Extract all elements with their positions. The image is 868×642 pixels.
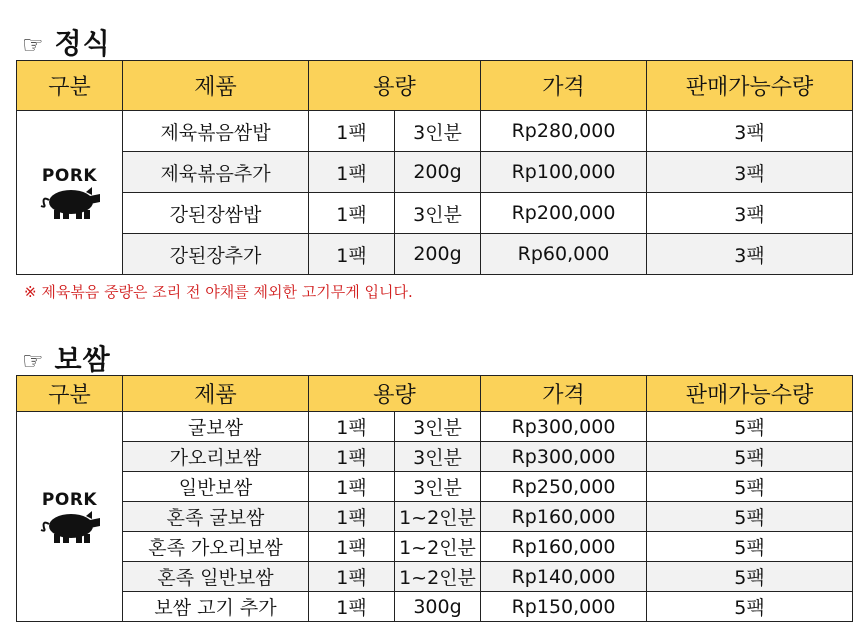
price-cell: Rp150,000 xyxy=(481,592,647,622)
price-cell: Rp300,000 xyxy=(481,412,647,442)
pointing-hand-icon: ☞ xyxy=(22,31,45,59)
product-cell: 혼족 가오리보쌈 xyxy=(123,532,309,562)
serving-cell: 3인분 xyxy=(395,111,481,152)
section-title-text: 정식 xyxy=(54,27,111,60)
quantity-cell: 3팩 xyxy=(647,234,853,275)
price-cell: Rp160,000 xyxy=(481,532,647,562)
serving-cell: 1~2인분 xyxy=(395,502,481,532)
price-cell: Rp100,000 xyxy=(481,152,647,193)
price-cell: Rp200,000 xyxy=(481,193,647,234)
pork-label: PORK xyxy=(41,489,98,510)
table-row xyxy=(17,111,853,152)
serving-cell: 3인분 xyxy=(395,412,481,442)
product-cell: 가오리보쌈 xyxy=(123,442,309,472)
header-category: 구분 xyxy=(17,61,123,111)
quantity-cell: 5팩 xyxy=(647,442,853,472)
product-cell: 혼족 굴보쌈 xyxy=(123,502,309,532)
table-header-row xyxy=(17,376,853,412)
menu-table-jeongsik xyxy=(16,60,853,275)
price-cell: Rp300,000 xyxy=(481,442,647,472)
header-category: 구분 xyxy=(17,376,123,412)
pack-cell: 1팩 xyxy=(309,562,395,592)
table-row xyxy=(17,442,853,472)
serving-cell: 3인분 xyxy=(395,472,481,502)
pack-cell: 1팩 xyxy=(309,412,395,442)
quantity-cell: 3팩 xyxy=(647,111,853,152)
section-title-bossam xyxy=(22,338,111,378)
header-product: 제품 xyxy=(123,61,309,111)
header-product: 제품 xyxy=(123,376,309,412)
quantity-cell: 5팩 xyxy=(647,412,853,442)
header-quantity: 판매가능수량 xyxy=(647,376,853,412)
header-capacity: 용량 xyxy=(309,376,481,412)
pack-cell: 1팩 xyxy=(309,472,395,502)
table-row xyxy=(17,532,853,562)
category-cell xyxy=(17,111,123,275)
header-capacity: 용량 xyxy=(309,61,481,111)
quantity-cell: 3팩 xyxy=(647,193,853,234)
price-cell: Rp140,000 xyxy=(481,562,647,592)
product-cell: 제육볶음추가 xyxy=(123,152,309,193)
quantity-cell: 5팩 xyxy=(647,592,853,622)
quantity-cell: 5팩 xyxy=(647,472,853,502)
table-row xyxy=(17,592,853,622)
quantity-cell: 3팩 xyxy=(647,152,853,193)
product-cell: 혼족 일반보쌈 xyxy=(123,562,309,592)
serving-cell: 3인분 xyxy=(395,442,481,472)
serving-cell: 3인분 xyxy=(395,193,481,234)
pork-label: PORK xyxy=(41,165,98,186)
header-quantity: 판매가능수량 xyxy=(647,61,853,111)
pack-cell: 1팩 xyxy=(309,193,395,234)
weight-note: ※ 제육볶음 중량은 조리 전 야채를 제외한 고기무게 입니다. xyxy=(24,283,413,301)
price-cell: Rp160,000 xyxy=(481,502,647,532)
table-row xyxy=(17,152,853,193)
menu-table-bossam xyxy=(16,375,853,622)
section-title-jeongsik xyxy=(22,22,111,62)
table-row xyxy=(17,234,853,275)
product-cell: 일반보쌈 xyxy=(123,472,309,502)
pig-icon xyxy=(38,186,102,220)
serving-cell: 1~2인분 xyxy=(395,562,481,592)
pack-cell: 1팩 xyxy=(309,234,395,275)
pack-cell: 1팩 xyxy=(309,502,395,532)
section-title-text: 보쌈 xyxy=(54,343,111,376)
quantity-cell: 5팩 xyxy=(647,532,853,562)
product-cell: 강된장추가 xyxy=(123,234,309,275)
pack-cell: 1팩 xyxy=(309,592,395,622)
product-cell: 보쌈 고기 추가 xyxy=(123,592,309,622)
price-cell: Rp280,000 xyxy=(481,111,647,152)
serving-cell: 200g xyxy=(395,234,481,275)
quantity-cell: 5팩 xyxy=(647,502,853,532)
table-row xyxy=(17,472,853,502)
serving-cell: 1~2인분 xyxy=(395,532,481,562)
table-header-row xyxy=(17,61,853,111)
product-cell: 강된장쌈밥 xyxy=(123,193,309,234)
price-cell: Rp60,000 xyxy=(481,234,647,275)
pointing-hand-icon: ☞ xyxy=(22,347,45,375)
category-cell xyxy=(17,412,123,622)
serving-cell: 300g xyxy=(395,592,481,622)
quantity-cell: 5팩 xyxy=(647,562,853,592)
header-price: 가격 xyxy=(481,61,647,111)
product-cell: 제육볶음쌈밥 xyxy=(123,111,309,152)
pack-cell: 1팩 xyxy=(309,111,395,152)
table-row xyxy=(17,502,853,532)
product-cell: 굴보쌈 xyxy=(123,412,309,442)
pack-cell: 1팩 xyxy=(309,152,395,193)
price-cell: Rp250,000 xyxy=(481,472,647,502)
pig-icon xyxy=(38,510,102,544)
pack-cell: 1팩 xyxy=(309,442,395,472)
header-price: 가격 xyxy=(481,376,647,412)
table-row xyxy=(17,412,853,442)
pack-cell: 1팩 xyxy=(309,532,395,562)
table-row xyxy=(17,562,853,592)
table-row xyxy=(17,193,853,234)
serving-cell: 200g xyxy=(395,152,481,193)
